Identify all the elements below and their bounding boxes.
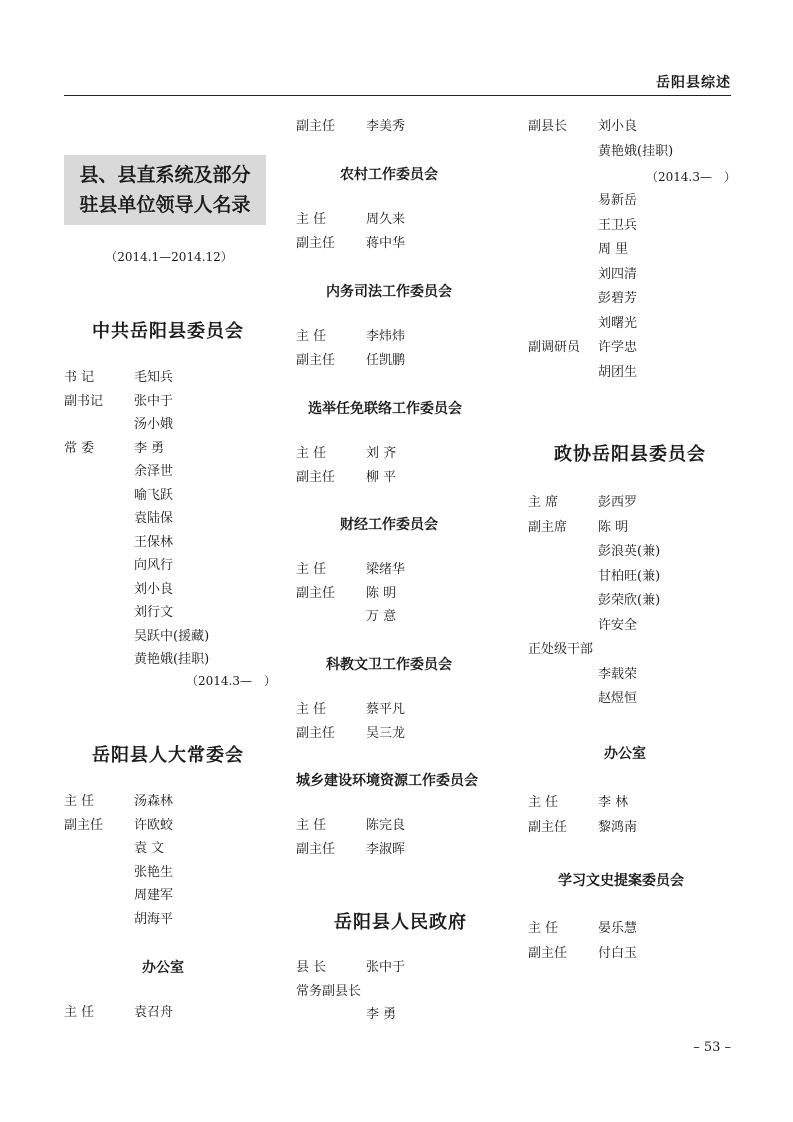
roster-role: 副主任 — [296, 585, 336, 601]
section-title-urban: 城乡建设环境资源工作委员会 — [296, 773, 478, 789]
roster-name: 陈 明 — [366, 585, 397, 601]
roster-name: 陈完良 — [366, 818, 406, 833]
roster-name: 毛知兵 — [134, 370, 174, 385]
roster-role: 主 任 — [296, 818, 327, 833]
roster-role: 副主任 — [296, 841, 336, 857]
roster-name: 刘曙光 — [598, 315, 638, 331]
roster-name: 李淑晖 — [366, 841, 406, 857]
roster-role: 县 长 — [296, 960, 327, 975]
roster-name: 许学忠 — [598, 340, 638, 355]
section-title-election: 选举任免联络工作委员会 — [308, 401, 462, 417]
roster-name: 胡团生 — [598, 364, 638, 380]
roster-name: 晏乐慧 — [598, 921, 638, 936]
roster-name: 李美秀 — [366, 119, 406, 134]
page-title-line1: 县、县直系统及部分 — [79, 164, 251, 186]
roster-name: 黄艳娥(挂职) — [134, 652, 210, 667]
roster-role: 正处级干部 — [528, 642, 594, 657]
roster-name: 王卫兵 — [598, 217, 638, 233]
roster-name: 向风行 — [134, 558, 174, 573]
roster-role: 副主任 — [296, 235, 336, 251]
roster-name: 汤森林 — [134, 794, 174, 809]
date-range: （2014.1—2014.12） — [105, 250, 233, 264]
section-title-party: 中共岳阳县委员会 — [92, 321, 244, 342]
roster-name: 彭浪英(兼) — [598, 544, 661, 559]
roster-name: 周 里 — [598, 242, 629, 257]
roster-role: 常务副县长 — [296, 983, 362, 999]
roster-name: 周建军 — [134, 888, 174, 903]
roster-role: 副主任 — [528, 945, 568, 961]
roster-name: 许欧蛟 — [134, 817, 174, 833]
roster-name: 黄艳娥(挂职) — [598, 143, 674, 159]
roster-role: 副主席 — [528, 519, 568, 535]
roster-name: 许安全 — [598, 617, 638, 633]
roster-name: 梁绪华 — [366, 562, 406, 577]
section-title-government: 岳阳县人民政府 — [334, 912, 467, 933]
roster-role: 常 委 — [64, 440, 95, 456]
roster-name: 汤小娥 — [134, 417, 174, 432]
roster-name: 刘四清 — [598, 266, 638, 282]
roster-name: 刘小良 — [134, 581, 174, 597]
roster-name: 张中于 — [134, 393, 174, 409]
roster-role: 副主任 — [296, 352, 336, 368]
roster-name: 刘 齐 — [366, 446, 397, 461]
roster-name: 彭荣欣(兼) — [598, 593, 661, 608]
roster-name: 周久来 — [366, 212, 406, 227]
roster-role: 副主任 — [64, 817, 104, 833]
roster-name: 彭碧芳 — [598, 291, 638, 306]
roster-name: 袁召舟 — [134, 1005, 174, 1020]
roster-name: 袁陆保 — [134, 511, 174, 526]
section-title-judicial: 内务司法工作委员会 — [326, 284, 452, 300]
roster-name: 彭西罗 — [598, 495, 638, 510]
roster-role: 主 任 — [528, 795, 559, 810]
section-title-finance: 财经工作委员会 — [340, 517, 438, 533]
roster-name: 吴跃中(援藏) — [134, 628, 210, 644]
roster-name: 喻飞跃 — [134, 487, 174, 503]
roster-name: 陈 明 — [598, 519, 629, 535]
roster-name: 任凯鹏 — [366, 352, 406, 368]
roster-role: 主 任 — [296, 702, 327, 717]
section-title-study: 学习文史提案委员会 — [558, 873, 684, 889]
roster-role: 主 任 — [64, 794, 95, 809]
roster-name: 付白玉 — [598, 945, 638, 961]
header-rule — [64, 95, 731, 96]
roster-role: 副县长 — [528, 119, 568, 134]
page-number: – 53 – — [693, 1040, 731, 1055]
roster-name: 李 勇 — [366, 1007, 397, 1022]
roster-role: 副主任 — [296, 469, 336, 485]
roster-role: 副主任 — [296, 725, 336, 741]
roster-name: 王保林 — [134, 534, 174, 550]
roster-name: 黎鸿南 — [598, 819, 638, 835]
roster-name: 吴三龙 — [366, 725, 406, 741]
section-title-cppcc-office: 办公室 — [604, 746, 646, 762]
roster-name: 李炜炜 — [366, 329, 406, 344]
roster-name: 张中于 — [366, 960, 406, 975]
roster-role: 书 记 — [64, 370, 95, 385]
section-title-cppcc: 政协岳阳县委员会 — [554, 444, 706, 465]
section-title-npc: 岳阳县人大常委会 — [92, 745, 244, 766]
roster-role: 主 席 — [528, 495, 559, 510]
roster-role: 主 任 — [296, 446, 327, 461]
party-note: （2014.3— ） — [186, 674, 276, 688]
roster-name: 蒋中华 — [366, 235, 406, 251]
vice-county-note: （2014.3— ） — [646, 170, 736, 184]
roster-name: 柳 平 — [366, 469, 397, 485]
page-title — [64, 155, 266, 225]
section-title-rural: 农村工作委员会 — [340, 167, 438, 183]
roster-name: 易新岳 — [598, 193, 638, 208]
roster-name: 余泽世 — [134, 464, 174, 479]
roster-name: 甘柏旺(兼) — [598, 568, 661, 584]
roster-role: 副主任 — [296, 119, 336, 134]
roster-name: 胡海平 — [134, 911, 174, 927]
roster-name: 万 意 — [366, 609, 397, 624]
section-title-office: 办公室 — [142, 960, 184, 976]
roster-role: 主 任 — [528, 921, 559, 936]
roster-name: 李 勇 — [134, 440, 165, 456]
roster-role: 副主任 — [528, 819, 568, 835]
roster-name: 李载荣 — [598, 666, 638, 682]
page-title-line2: 驻县单位领导人名录 — [79, 194, 251, 216]
roster-role: 主 任 — [296, 212, 327, 227]
roster-name: 赵煜恒 — [598, 691, 638, 706]
roster-role: 主 任 — [296, 329, 327, 344]
roster-name: 蔡平凡 — [366, 702, 406, 717]
roster-role: 副调研员 — [528, 340, 581, 355]
roster-name: 李 林 — [598, 795, 629, 810]
roster-role: 主 任 — [296, 562, 327, 577]
roster-name: 张艳生 — [134, 864, 174, 880]
roster-role: 副书记 — [64, 393, 104, 409]
roster-name: 刘行文 — [134, 605, 174, 620]
roster-name: 袁 文 — [134, 841, 165, 856]
roster-role: 主 任 — [64, 1005, 95, 1020]
roster-name: 刘小良 — [598, 119, 638, 134]
running-header: 岳阳县综述 — [656, 75, 731, 91]
section-title-science: 科教文卫工作委员会 — [326, 657, 452, 673]
